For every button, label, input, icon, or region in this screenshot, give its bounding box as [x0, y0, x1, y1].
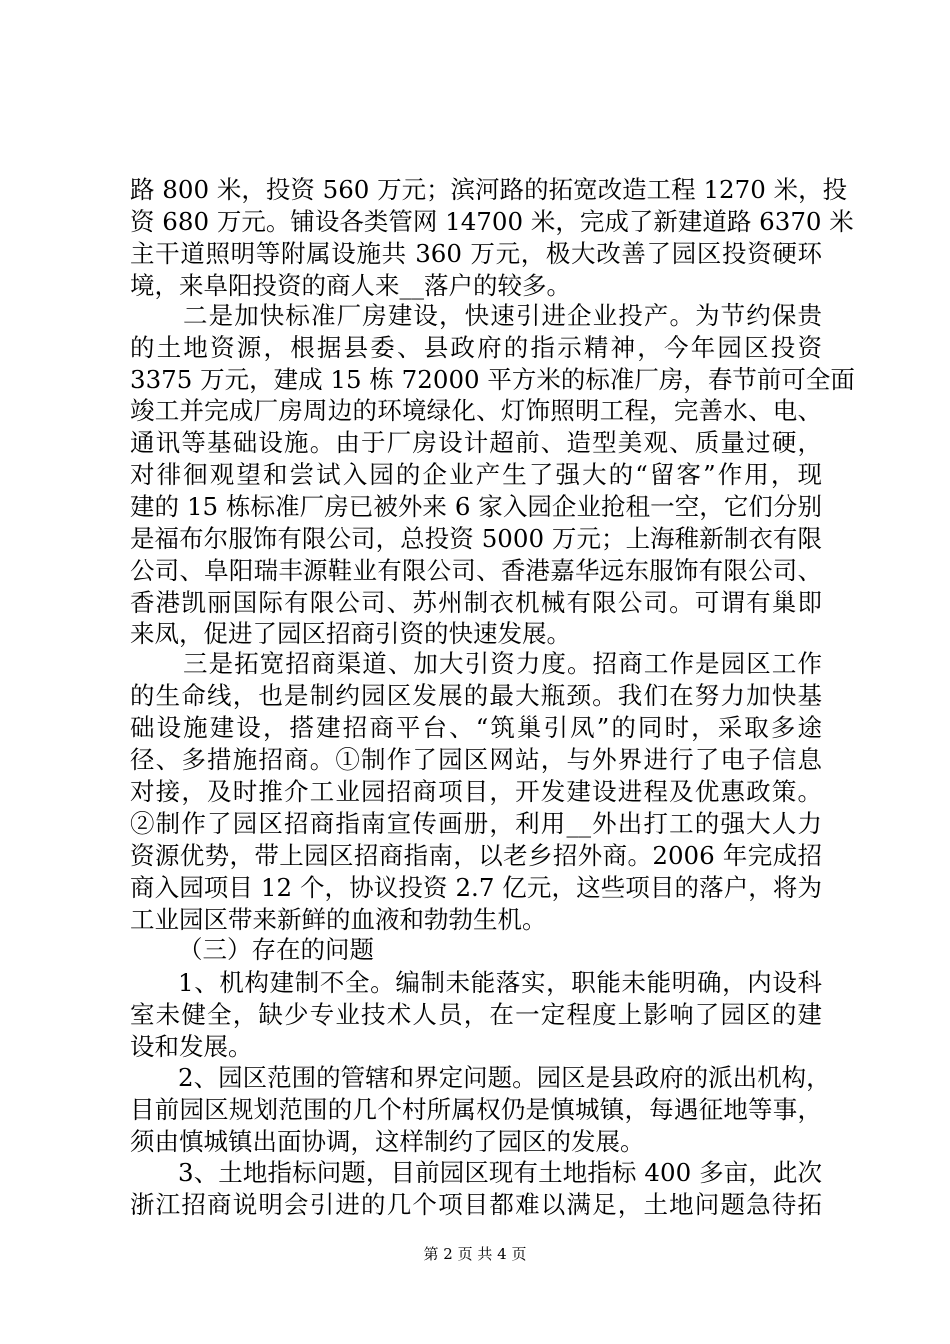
body-text-line: 香港凯丽国际有限公司、苏州制衣机械有限公司。可谓有巢即 [130, 588, 822, 617]
body-text-line: 竣工并完成厂房周边的环境绿化、灯饰照明工程，完善水、电、 [130, 396, 822, 425]
body-text-line: 来凤，促进了园区招商引资的快速发展。 [130, 619, 571, 648]
body-text-line: 商入园项目 12 个，协议投资 2.7 亿元，这些项目的落户，将为 [130, 873, 822, 902]
paragraph-start-line: 三是拓宽招商渠道、加大引资力度。招商工作是园区工作 [183, 649, 822, 678]
body-text-line: 础设施建设，搭建招商平台、“筑巢引凤”的同时，采取多途 [130, 713, 822, 742]
body-text-line: 3375 万元，建成 15 栋 72000 平方米的标准厂房，春节前可全面 [130, 365, 855, 394]
body-text-line: 浙江招商说明会引进的几个项目都难以满足，土地问题急待拓 [130, 1190, 822, 1219]
body-text-line: 室未健全，缺少专业技术人员，在一定程度上影响了园区的建 [130, 1000, 822, 1029]
body-text-line: 通讯等基础设施。由于厂房设计超前、造型美观、质量过硬， [130, 428, 822, 457]
paragraph-start-line: 3、土地指标问题，目前园区现有土地指标 400 多亩，此次 [178, 1158, 822, 1187]
body-text-line: 径、多措施招商。①制作了园区网站，与外界进行了电子信息 [130, 745, 822, 774]
body-text-line: 资源优势，带上园区招商指南，以老乡招外商。2006 年完成招 [130, 841, 822, 870]
body-text-line: 资 680 万元。铺设各类管网 14700 米，完成了新建道路 6370 米 [130, 207, 854, 236]
body-text-line: 对徘徊观望和尝试入园的企业产生了强大的“留客”作用，现 [130, 460, 822, 489]
body-text-line: 是福布尔服饰有限公司，总投资 5000 万元；上海稚新制衣有限 [130, 524, 822, 553]
page-footer-page-number: 第 2 页 共 4 页 [423, 1245, 527, 1263]
body-text-line: 须由慎城镇出面协调，这样制约了园区的发展。 [130, 1127, 645, 1156]
body-text-line: 的土地资源，根据县委、县政府的指示精神，今年园区投资 [130, 333, 822, 362]
paragraph-start-line: 2、园区范围的管辖和界定问题。园区是县政府的派出机构， [178, 1063, 831, 1092]
body-text-line: ②制作了园区招商指南宣传画册，利用__外出打工的强大人力 [130, 809, 822, 838]
body-text-line: 设和发展。 [130, 1032, 253, 1061]
body-text-line: 目前园区规划范围的几个村所属权仍是慎城镇，每遇征地等事， [130, 1095, 822, 1124]
body-text-line: 建的 15 栋标准厂房已被外来 6 家入园企业抢租一空，它们分别 [130, 492, 822, 521]
paragraph-start-line: 1、机构建制不全。编制未能落实，职能未能明确，内设科 [178, 968, 822, 997]
body-text-line: 公司、阜阳瑞丰源鞋业有限公司、香港嘉华远东服饰有限公司、 [130, 556, 822, 585]
body-text-line: 路 800 米，投资 560 万元；滨河路的拓宽改造工程 1270 米，投 [130, 175, 848, 204]
paragraph-start-line: 二是加快标准厂房建设，快速引进企业投产。为节约保贵 [183, 301, 822, 330]
body-text-line: 境，来阜阳投资的商人来__落户的较多。 [130, 271, 571, 300]
body-text-line: 工业园区带来新鲜的血液和勃勃生机。 [130, 905, 547, 934]
body-text-line: 对接，及时推介工业园招商项目，开发建设进程及优惠政策。 [130, 777, 822, 806]
body-text-line: 主干道照明等附属设施共 360 万元，极大改善了园区投资硬环 [130, 239, 822, 268]
section-heading: （三）存在的问题 [178, 935, 374, 964]
body-text-line: 的生命线，也是制约园区发展的最大瓶颈。我们在努力加快基 [130, 681, 822, 710]
